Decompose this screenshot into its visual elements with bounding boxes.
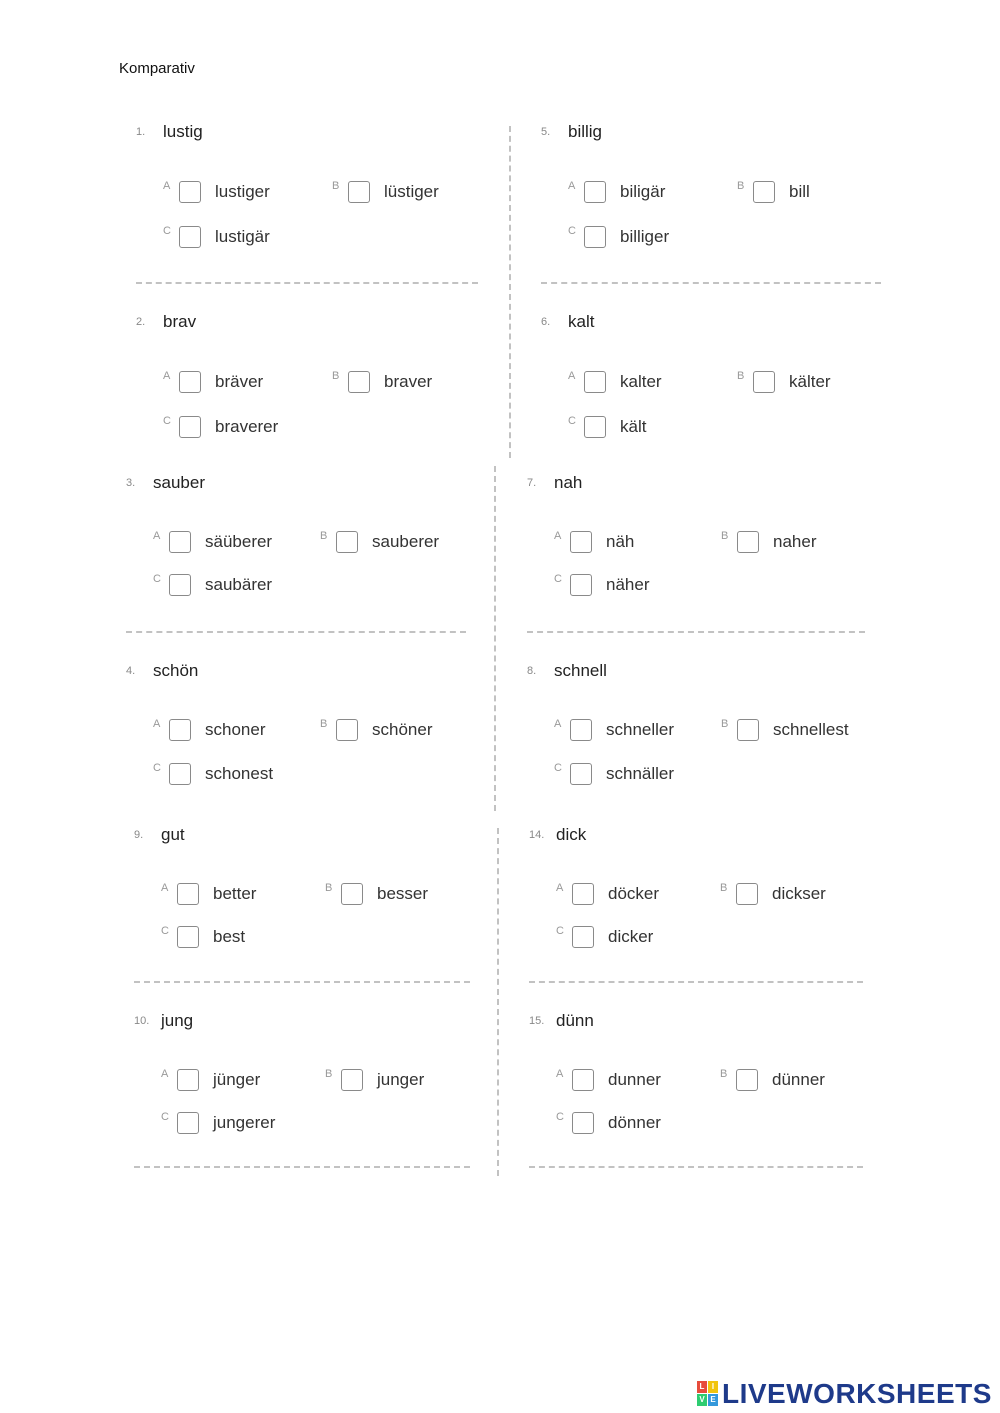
checkbox[interactable]: [169, 719, 191, 741]
question-5: [541, 122, 881, 266]
divider: [509, 126, 511, 458]
option-text: better: [213, 884, 257, 903]
checkbox[interactable]: [584, 226, 606, 248]
question-number: 5.: [541, 126, 551, 138]
option-letter: B: [721, 718, 729, 730]
option-letter: A: [556, 882, 564, 894]
option-letter: A: [153, 530, 161, 542]
page-title: Komparativ: [119, 60, 195, 77]
divider: [527, 631, 865, 633]
question-number: 10.: [134, 1015, 150, 1027]
option-letter: C: [556, 925, 564, 937]
question-number: 14.: [529, 829, 545, 841]
divider: [136, 282, 478, 284]
divider: [541, 282, 881, 284]
divider: [134, 981, 470, 983]
option-text: schonest: [205, 764, 274, 783]
checkbox[interactable]: [177, 926, 199, 948]
question-word: sauber: [153, 473, 205, 492]
question-14: [529, 825, 869, 969]
question-word: dünn: [556, 1011, 594, 1030]
checkbox[interactable]: [570, 719, 592, 741]
question-7: [527, 473, 867, 617]
checkbox[interactable]: [336, 719, 358, 741]
checkbox[interactable]: [572, 1112, 594, 1134]
question-2: [136, 312, 476, 456]
checkbox[interactable]: [570, 574, 592, 596]
question-word: jung: [161, 1011, 194, 1030]
option-letter: A: [554, 530, 562, 542]
checkbox[interactable]: [737, 719, 759, 741]
option-text: kalter: [620, 372, 662, 391]
question-number: 7.: [527, 477, 537, 489]
question-3: [126, 473, 466, 617]
checkbox[interactable]: [341, 1069, 363, 1091]
question-number: 1.: [136, 126, 146, 138]
option-text: junger: [377, 1070, 425, 1089]
question-4: [126, 661, 466, 805]
option-text: dicker: [608, 927, 654, 946]
option-text: bill: [789, 182, 810, 201]
checkbox[interactable]: [584, 371, 606, 393]
question-word: billig: [568, 122, 603, 141]
checkbox[interactable]: [169, 531, 191, 553]
option-letter: A: [568, 370, 576, 382]
option-letter: C: [161, 1111, 169, 1123]
option-text: besser: [377, 884, 429, 903]
option-text: biligär: [620, 182, 666, 201]
option-text: döcker: [608, 884, 660, 903]
question-number: 6.: [541, 316, 551, 328]
checkbox[interactable]: [348, 181, 370, 203]
option-letter: C: [161, 925, 169, 937]
option-letter: B: [332, 370, 340, 382]
checkbox[interactable]: [584, 181, 606, 203]
question-9: [134, 825, 474, 969]
option-letter: A: [556, 1068, 564, 1080]
question-number: 3.: [126, 477, 136, 489]
option-letter: C: [556, 1111, 564, 1123]
logo-text: LIVEWORKSHEETS: [722, 1378, 992, 1409]
option-text: dönner: [608, 1113, 661, 1132]
option-text: lustiger: [215, 182, 270, 201]
checkbox[interactable]: [179, 416, 201, 438]
option-letter: B: [721, 530, 729, 542]
question-word: brav: [163, 312, 197, 331]
checkbox[interactable]: [177, 883, 199, 905]
option-letter: C: [554, 762, 562, 774]
option-letter: A: [568, 180, 576, 192]
checkbox[interactable]: [572, 1069, 594, 1091]
option-text: jünger: [213, 1070, 261, 1089]
option-letter: A: [554, 718, 562, 730]
checkbox[interactable]: [736, 1069, 758, 1091]
question-15: [529, 1011, 869, 1155]
question-number: 8.: [527, 665, 537, 677]
question-word: dick: [556, 825, 587, 844]
checkbox[interactable]: [570, 531, 592, 553]
option-letter: C: [153, 573, 161, 585]
option-letter: B: [325, 1068, 333, 1080]
checkbox[interactable]: [572, 883, 594, 905]
option-text: dünner: [772, 1070, 825, 1089]
question-6: [541, 312, 881, 456]
option-text: kälter: [789, 372, 831, 391]
option-letter: A: [153, 718, 161, 730]
option-text: kält: [620, 417, 647, 436]
option-letter: C: [568, 415, 576, 427]
option-text: lustigär: [215, 227, 270, 246]
option-text: schneller: [606, 720, 675, 739]
checkbox[interactable]: [179, 181, 201, 203]
option-letter: B: [320, 718, 328, 730]
checkbox[interactable]: [753, 371, 775, 393]
question-word: nah: [554, 473, 583, 492]
option-text: braver: [384, 372, 433, 391]
divider: [529, 981, 863, 983]
option-text: näh: [606, 532, 635, 551]
option-text: schöner: [372, 720, 433, 739]
option-text: jungerer: [213, 1113, 276, 1132]
question-word: gut: [161, 825, 185, 844]
checkbox[interactable]: [169, 763, 191, 785]
option-text: dickser: [772, 884, 826, 903]
question-word: schnell: [554, 661, 607, 680]
option-letter: C: [163, 415, 171, 427]
option-letter: C: [153, 762, 161, 774]
option-text: schnäller: [606, 764, 675, 783]
checkbox[interactable]: [348, 371, 370, 393]
question-8: [527, 661, 867, 805]
option-text: dunner: [608, 1070, 661, 1089]
option-letter: A: [163, 370, 171, 382]
question-number: 9.: [134, 829, 144, 841]
option-text: schnellest: [773, 720, 849, 739]
option-letter: B: [332, 180, 340, 192]
question-word: schön: [153, 661, 199, 680]
option-text: lüstiger: [384, 182, 439, 201]
checkbox[interactable]: [179, 371, 201, 393]
question-number: 4.: [126, 665, 136, 677]
option-text: best: [213, 927, 246, 946]
option-letter: B: [325, 882, 333, 894]
checkbox[interactable]: [336, 531, 358, 553]
checkbox[interactable]: [737, 531, 759, 553]
option-letter: B: [737, 180, 745, 192]
option-text: säüberer: [205, 532, 273, 551]
divider: [529, 1166, 863, 1168]
option-text: saubärer: [205, 575, 273, 594]
option-text: schoner: [205, 720, 266, 739]
liveworksheets-logo: [697, 1378, 992, 1410]
option-text: braverer: [215, 417, 279, 436]
option-letter: B: [320, 530, 328, 542]
question-word: lustig: [163, 122, 203, 141]
option-letter: A: [161, 1068, 169, 1080]
checkbox[interactable]: [584, 416, 606, 438]
checkbox[interactable]: [736, 883, 758, 905]
option-letter: B: [720, 882, 728, 894]
question-10: [134, 1011, 474, 1155]
question-1: [136, 122, 476, 266]
checkbox[interactable]: [177, 1112, 199, 1134]
option-letter: C: [554, 573, 562, 585]
checkbox[interactable]: [169, 574, 191, 596]
divider: [497, 828, 499, 1176]
checkbox[interactable]: [572, 926, 594, 948]
checkbox[interactable]: [753, 181, 775, 203]
option-text: sauberer: [372, 532, 440, 551]
option-letter: B: [720, 1068, 728, 1080]
divider: [134, 1166, 470, 1168]
option-text: bräver: [215, 372, 264, 391]
option-letter: A: [161, 882, 169, 894]
logo-icon: L I V E: [697, 1381, 719, 1407]
option-letter: C: [568, 225, 576, 237]
option-letter: C: [163, 225, 171, 237]
option-text: naher: [773, 532, 817, 551]
checkbox[interactable]: [341, 883, 363, 905]
question-word: kalt: [568, 312, 595, 331]
option-text: billiger: [620, 227, 670, 246]
option-letter: B: [737, 370, 745, 382]
question-number: 15.: [529, 1015, 545, 1027]
divider: [126, 631, 466, 633]
checkbox[interactable]: [179, 226, 201, 248]
option-letter: A: [163, 180, 171, 192]
checkbox[interactable]: [177, 1069, 199, 1091]
checkbox[interactable]: [570, 763, 592, 785]
question-number: 2.: [136, 316, 146, 328]
divider: [494, 466, 496, 811]
option-text: näher: [606, 575, 650, 594]
